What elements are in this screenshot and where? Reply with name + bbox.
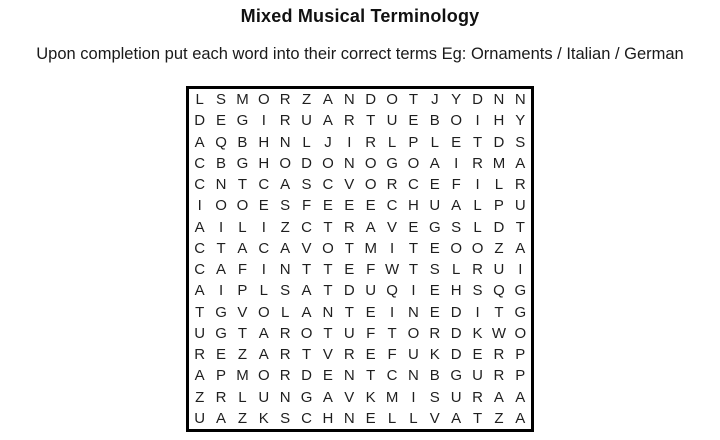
grid-cell[interactable]: T (344, 239, 354, 257)
grid-cell[interactable]: I (411, 282, 416, 300)
grid-cell[interactable]: E (344, 261, 355, 279)
grid-cell[interactable]: E (216, 346, 227, 364)
grid-cell[interactable]: I (411, 388, 416, 406)
grid-cell[interactable]: T (408, 261, 419, 279)
grid-cell[interactable]: K (258, 409, 269, 427)
grid-cell[interactable]: T (323, 324, 333, 342)
grid-cell[interactable]: I (218, 282, 224, 300)
grid-cell[interactable]: R (343, 218, 355, 236)
grid-cell[interactable]: O (257, 303, 270, 321)
grid-cell[interactable]: B (429, 367, 440, 385)
grid-cell[interactable]: T (323, 282, 333, 300)
page-title: Mixed Musical Terminology (240, 6, 480, 26)
grid-cell[interactable]: O (514, 324, 527, 342)
grid-cell[interactable]: R (493, 367, 505, 385)
grid-cell[interactable]: E (365, 303, 376, 321)
grid-cell[interactable]: Z (280, 218, 290, 236)
grid-cell[interactable]: E (429, 303, 440, 321)
grid-cell[interactable]: A (493, 388, 504, 406)
grid-cell[interactable]: N (493, 91, 505, 109)
grid-cell[interactable]: E (322, 197, 333, 215)
grid-cell[interactable]: A (258, 324, 269, 342)
grid-cell[interactable]: Y (451, 91, 462, 109)
grid-cell[interactable]: U (450, 388, 462, 406)
grid-cell[interactable]: A (301, 282, 312, 300)
grid-cell[interactable]: O (322, 154, 334, 172)
grid-cell[interactable]: P (493, 197, 504, 215)
grid-cell[interactable]: N (279, 133, 291, 151)
grid-cell[interactable]: A (194, 282, 205, 300)
grid-cell[interactable]: V (237, 303, 248, 321)
grid-cell[interactable]: P (515, 367, 526, 385)
grid-cell[interactable]: P (515, 346, 526, 364)
grid-cell[interactable]: L (387, 133, 397, 151)
instructions-text: Upon completion put each word into their correct terms Eg: Ornaments / Italian / German (36, 45, 684, 63)
grid-cell[interactable]: C (301, 409, 312, 427)
grid-cell[interactable]: O (236, 197, 249, 215)
grid-cell[interactable]: O (300, 324, 313, 342)
grid-cell[interactable]: H (258, 133, 270, 151)
grid-cell[interactable]: I (261, 112, 266, 130)
grid-cell[interactable]: R (279, 367, 291, 385)
grid-cell[interactable]: L (430, 133, 439, 151)
grid-cell[interactable]: N (343, 154, 355, 172)
grid-cell[interactable]: U (386, 112, 398, 130)
grid-cell[interactable]: U (429, 197, 441, 215)
grid-cell[interactable]: G (514, 282, 527, 300)
grid-cell[interactable]: G (215, 303, 227, 321)
grid-cell[interactable]: E (451, 133, 462, 151)
grid-cell[interactable]: N (514, 91, 526, 109)
grid-cell[interactable]: O (386, 91, 398, 109)
grid-cell[interactable]: E (344, 197, 355, 215)
grid-cell[interactable]: T (301, 346, 312, 364)
grid-cell[interactable]: C (194, 154, 206, 172)
grid-cell[interactable]: T (216, 239, 226, 257)
grid-cell[interactable]: J (324, 133, 332, 151)
grid-cell[interactable]: A (301, 303, 312, 321)
grid-cell[interactable]: D (472, 91, 483, 109)
grid-cell[interactable]: A (515, 388, 526, 406)
grid-cell[interactable]: T (408, 239, 419, 257)
grid-cell[interactable]: T (408, 91, 419, 109)
grid-cell[interactable]: C (322, 176, 334, 194)
grid-cell[interactable]: N (408, 303, 419, 321)
grid-cell[interactable]: R (279, 112, 291, 130)
grid-cell[interactable]: U (408, 346, 419, 364)
grid-cell[interactable]: I (218, 218, 224, 236)
grid-cell[interactable]: Z (494, 239, 504, 257)
grid-cell[interactable]: G (215, 324, 227, 342)
grid-cell[interactable]: A (216, 409, 227, 427)
grid-cell[interactable]: E (429, 282, 440, 300)
grid-cell[interactable]: E (365, 197, 376, 215)
grid-cell[interactable]: O (364, 176, 377, 194)
grid-cell[interactable]: D (450, 346, 462, 364)
grid-cell[interactable]: L (494, 176, 504, 194)
grid-cell[interactable]: S (301, 176, 312, 194)
grid-cell[interactable]: Z (195, 388, 205, 406)
grid-cell[interactable]: U (493, 261, 505, 279)
grid-cell[interactable]: T (195, 303, 205, 321)
grid-cell[interactable]: N (343, 91, 355, 109)
grid-cell[interactable]: G (450, 367, 463, 385)
grid-cell[interactable]: R (386, 176, 398, 194)
grid-cell[interactable]: T (366, 112, 376, 130)
grid-cell[interactable]: H (450, 282, 462, 300)
grid-cell[interactable]: P (408, 133, 419, 151)
grid-cell[interactable]: E (216, 112, 227, 130)
grid-cell[interactable]: J (431, 91, 439, 109)
grid-cell[interactable]: C (258, 176, 270, 194)
grid-cell[interactable]: S (216, 91, 227, 109)
grid-cell[interactable]: T (344, 303, 354, 321)
grid-cell[interactable]: I (518, 261, 523, 279)
grid-cell[interactable]: E (429, 176, 440, 194)
grid-cell[interactable]: Q (386, 282, 398, 300)
grid-cell[interactable]: O (407, 324, 420, 342)
wordsearch-grid[interactable] (186, 86, 534, 432)
grid-cell[interactable]: R (343, 346, 355, 364)
grid-cell[interactable]: I (261, 261, 266, 279)
grid-cell[interactable]: N (215, 176, 227, 194)
grid-cell[interactable]: H (408, 197, 419, 215)
grid-cell[interactable]: L (473, 197, 482, 215)
grid-cell[interactable]: I (475, 303, 480, 321)
grid-cell[interactable]: R (514, 176, 526, 194)
grid-cell[interactable]: R (279, 346, 291, 364)
grid-cell[interactable]: Y (515, 112, 526, 130)
grid-cell[interactable]: T (323, 218, 333, 236)
grid-cell[interactable]: A (451, 197, 462, 215)
grid-cell[interactable]: R (279, 91, 291, 109)
grid-cell[interactable]: O (450, 239, 463, 257)
grid-cell[interactable]: C (194, 176, 206, 194)
grid-cell[interactable]: O (450, 112, 463, 130)
grid-cell[interactable]: C (301, 218, 312, 236)
grid-cell[interactable]: D (450, 303, 462, 321)
grid-cell[interactable]: G (236, 154, 249, 172)
grid-cell[interactable]: Q (215, 133, 227, 151)
grid-cell[interactable]: E (408, 112, 419, 130)
grid-cell[interactable]: C (258, 239, 270, 257)
grid-cell[interactable]: V (322, 346, 333, 364)
grid-cell[interactable]: R (279, 324, 291, 342)
grid-cell[interactable]: L (409, 409, 418, 427)
grid-cell[interactable]: H (493, 112, 505, 130)
grid-cell[interactable]: K (365, 388, 376, 406)
grid-cell[interactable]: A (365, 218, 376, 236)
grid-cell[interactable]: I (389, 303, 395, 321)
grid-cell[interactable]: O (215, 197, 227, 215)
grid-cell[interactable]: S (429, 388, 440, 406)
grid-cell[interactable]: O (471, 239, 484, 257)
grid-cell[interactable]: G (514, 303, 527, 321)
grid-cell[interactable]: A (429, 154, 440, 172)
grid-cell[interactable]: Z (237, 409, 248, 427)
grid-cell[interactable]: E (258, 197, 269, 215)
grid-cell[interactable]: O (279, 154, 292, 172)
grid-cell[interactable]: U (258, 388, 270, 406)
grid-cell[interactable]: U (194, 324, 206, 342)
grid-cell[interactable]: T (301, 261, 312, 279)
grid-cell[interactable]: T (472, 409, 483, 427)
grid-cell[interactable]: E (408, 218, 419, 236)
grid-cell[interactable]: A (515, 154, 526, 172)
grid-cell[interactable]: U (194, 409, 206, 427)
grid-cell[interactable]: F (366, 261, 376, 279)
grid-cell[interactable]: R (215, 388, 227, 406)
grid-cell[interactable]: L (302, 133, 311, 151)
grid-cell[interactable]: G (386, 154, 398, 172)
grid-cell[interactable]: N (343, 409, 355, 427)
grid-cell[interactable]: C (408, 176, 419, 194)
grid-cell[interactable]: A (258, 346, 269, 364)
grid-cell[interactable]: A (322, 91, 333, 109)
grid-cell[interactable]: H (322, 409, 334, 427)
grid-cell[interactable]: W (491, 324, 507, 342)
grid-cell[interactable]: T (515, 218, 525, 236)
grid-cell[interactable]: F (366, 324, 376, 342)
grid-cell[interactable]: N (279, 261, 291, 279)
grid-cell[interactable]: M (236, 91, 249, 109)
grid-cell[interactable]: A (237, 239, 248, 257)
grid-cell[interactable]: N (279, 388, 291, 406)
grid-cell[interactable]: S (280, 197, 291, 215)
grid-cell[interactable]: U (301, 112, 312, 130)
grid-cell[interactable]: S (429, 261, 440, 279)
grid-cell[interactable]: V (344, 176, 355, 194)
grid-cell[interactable]: T (366, 367, 376, 385)
grid-cell[interactable]: E (322, 367, 333, 385)
grid-cell[interactable]: K (472, 324, 483, 342)
grid-cell[interactable]: E (365, 409, 376, 427)
grid-cell[interactable]: R (472, 388, 483, 406)
grid-cell[interactable]: L (473, 218, 482, 236)
grid-cell[interactable]: O (364, 154, 377, 172)
grid-cell[interactable]: O (407, 154, 420, 172)
grid-cell[interactable]: L (281, 303, 290, 321)
grid-cell[interactable]: N (322, 303, 334, 321)
grid-cell[interactable]: D (343, 282, 355, 300)
grid-cell[interactable]: C (386, 367, 398, 385)
grid-cell[interactable]: T (387, 324, 397, 342)
grid-cell[interactable]: P (237, 282, 248, 300)
grid-cell[interactable]: E (429, 239, 440, 257)
grid-cell[interactable]: O (257, 91, 270, 109)
grid-cell[interactable]: D (301, 367, 312, 385)
grid-cell[interactable]: A (322, 388, 333, 406)
grid-cell[interactable]: C (194, 261, 206, 279)
grid-cell[interactable]: S (280, 409, 291, 427)
grid-cell[interactable]: R (365, 133, 377, 151)
grid-cell[interactable]: U (365, 282, 377, 300)
grid-cell[interactable]: P (216, 367, 227, 385)
grid-cell[interactable]: V (387, 218, 398, 236)
grid-cell[interactable]: N (408, 367, 419, 385)
grid-cell[interactable]: D (450, 324, 462, 342)
grid-cell[interactable]: A (515, 409, 526, 427)
grid-cell[interactable]: L (452, 261, 461, 279)
grid-cell[interactable]: A (451, 409, 462, 427)
grid-cell[interactable]: D (301, 154, 312, 172)
grid-cell[interactable]: O (322, 239, 334, 257)
grid-cell[interactable]: R (472, 261, 483, 279)
grid-cell[interactable]: V (301, 239, 312, 257)
grid-cell[interactable]: L (238, 218, 247, 236)
grid-cell[interactable]: T (237, 324, 248, 342)
grid-cell[interactable]: G (236, 112, 249, 130)
grid-cell[interactable]: E (472, 346, 483, 364)
grid-cell[interactable]: R (493, 346, 505, 364)
grid-cell[interactable]: T (494, 303, 504, 321)
grid-cell[interactable]: U (514, 197, 526, 215)
grid-cell[interactable]: S (451, 218, 462, 236)
grid-cell[interactable]: U (343, 324, 355, 342)
grid-cell[interactable]: R (472, 154, 483, 172)
grid-cell[interactable]: D (493, 133, 505, 151)
grid-cell[interactable]: I (475, 176, 480, 194)
grid-cell[interactable]: A (280, 176, 291, 194)
grid-cell[interactable]: L (259, 282, 268, 300)
grid-cell[interactable]: A (194, 133, 205, 151)
grid-cell[interactable]: H (258, 154, 270, 172)
grid-cell[interactable]: R (429, 324, 441, 342)
grid-cell[interactable]: A (322, 112, 333, 130)
grid-cell[interactable]: A (515, 239, 526, 257)
grid-cell[interactable]: F (237, 261, 248, 279)
grid-cell[interactable]: S (472, 282, 483, 300)
grid-cell[interactable]: M (236, 367, 249, 385)
grid-cell[interactable]: L (195, 91, 204, 109)
grid-cell[interactable]: L (238, 388, 247, 406)
grid-cell[interactable]: K (429, 346, 440, 364)
grid-cell[interactable]: U (472, 367, 483, 385)
grid-cell[interactable]: I (454, 154, 459, 172)
grid-cell[interactable]: A (216, 261, 227, 279)
grid-cell[interactable]: T (237, 176, 248, 194)
grid-cell[interactable]: B (216, 154, 227, 172)
grid-cell[interactable]: T (472, 133, 483, 151)
grid-cell[interactable]: B (429, 112, 440, 130)
grid-cell[interactable]: R (343, 112, 355, 130)
grid-cell[interactable]: I (389, 239, 395, 257)
grid-cell[interactable]: Z (494, 409, 504, 427)
grid-cell[interactable]: L (387, 409, 397, 427)
grid-cell[interactable]: F (301, 197, 312, 215)
grid-cell[interactable]: W (384, 261, 400, 279)
grid-cell[interactable]: G (300, 388, 313, 406)
grid-cell[interactable]: A (280, 239, 291, 257)
grid-cell[interactable]: V (344, 388, 355, 406)
grid-cell[interactable]: S (515, 133, 526, 151)
grid-cell[interactable]: E (365, 346, 376, 364)
grid-cell[interactable]: I (475, 112, 480, 130)
grid-cell[interactable]: F (387, 346, 397, 364)
grid-cell[interactable]: C (194, 239, 206, 257)
grid-cell[interactable]: M (385, 388, 399, 406)
grid-cell[interactable]: Z (301, 91, 312, 109)
grid-cell[interactable]: M (364, 239, 377, 257)
grid-cell[interactable]: F (451, 176, 461, 194)
grid-cell[interactable]: O (257, 367, 270, 385)
grid-cell[interactable]: D (365, 91, 377, 109)
grid-cell[interactable]: T (323, 261, 333, 279)
grid-cell[interactable]: M (492, 154, 506, 172)
grid-cell[interactable]: S (280, 282, 291, 300)
grid-cell[interactable]: G (428, 218, 441, 236)
grid-cell[interactable]: I (197, 197, 202, 215)
grid-cell[interactable]: A (194, 218, 205, 236)
grid-cell[interactable]: R (194, 346, 206, 364)
grid-cell[interactable]: D (493, 218, 505, 236)
grid-cell[interactable]: B (237, 133, 248, 151)
grid-cell[interactable]: I (261, 218, 266, 236)
grid-cell[interactable]: A (194, 367, 205, 385)
grid-cell[interactable]: V (429, 409, 440, 427)
grid-cell[interactable]: D (194, 112, 206, 130)
grid-cell[interactable]: Q (493, 282, 505, 300)
grid-cell[interactable]: I (347, 133, 352, 151)
grid-cell[interactable]: N (343, 367, 355, 385)
grid-cell[interactable]: Z (237, 346, 248, 364)
grid-cell[interactable]: C (386, 197, 398, 215)
